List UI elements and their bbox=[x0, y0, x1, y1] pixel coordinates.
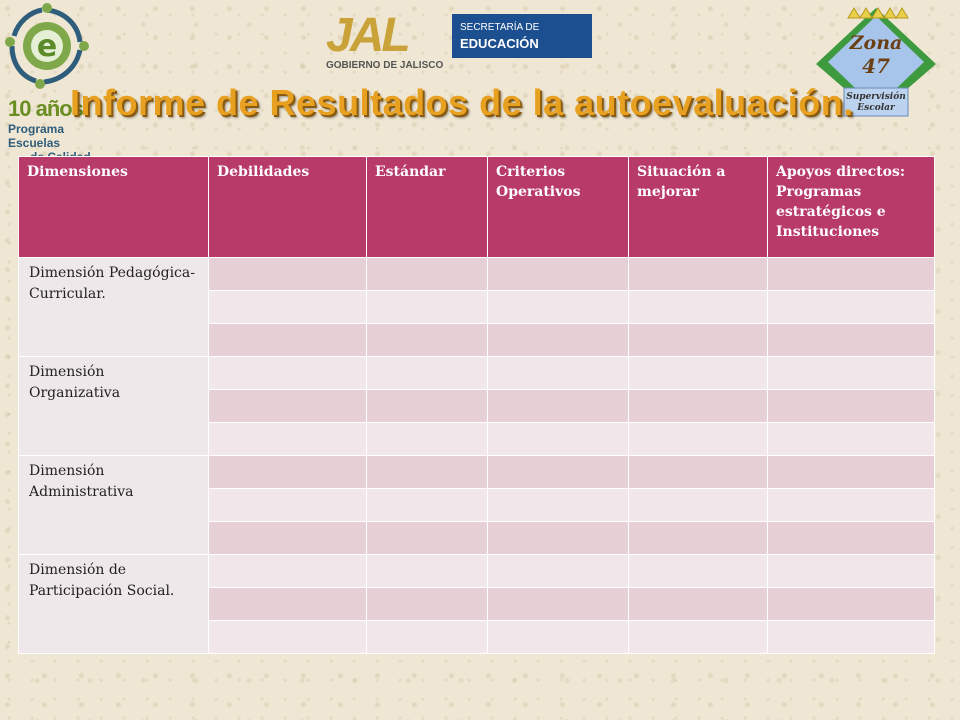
table-cell[interactable] bbox=[768, 456, 935, 489]
table-cell[interactable] bbox=[367, 390, 488, 423]
table-row bbox=[19, 258, 935, 291]
results-table bbox=[18, 156, 935, 654]
table-cell[interactable] bbox=[768, 258, 935, 291]
table-cell[interactable] bbox=[629, 390, 768, 423]
table-cell[interactable] bbox=[768, 291, 935, 324]
table-cell[interactable] bbox=[629, 522, 768, 555]
table-cell[interactable] bbox=[488, 258, 629, 291]
table-cell[interactable] bbox=[367, 456, 488, 489]
table-cell[interactable] bbox=[367, 291, 488, 324]
pec-line1: Programa Escuelas bbox=[8, 122, 65, 150]
table-cell[interactable] bbox=[209, 489, 367, 522]
page-title: Informe de Resultados de la autoevaluación. bbox=[70, 82, 854, 123]
jalisco-logo-icon bbox=[326, 9, 592, 72]
pec-logo-icon bbox=[4, 2, 90, 92]
sep-box bbox=[452, 14, 592, 58]
sep-line2: EDUCACIÓN bbox=[460, 36, 539, 51]
table-cell[interactable] bbox=[768, 357, 935, 390]
table-cell[interactable] bbox=[768, 522, 935, 555]
table-cell[interactable] bbox=[367, 621, 488, 654]
table-cell[interactable] bbox=[629, 258, 768, 291]
table-cell[interactable] bbox=[209, 390, 367, 423]
table-row bbox=[19, 456, 935, 489]
table-cell[interactable] bbox=[768, 390, 935, 423]
table-cell[interactable] bbox=[209, 588, 367, 621]
col-header-debilidades: Debilidades bbox=[209, 157, 367, 258]
table-cell[interactable] bbox=[488, 522, 629, 555]
zona-number: 47 bbox=[862, 54, 890, 78]
pec-years: 10 años bbox=[8, 96, 83, 121]
table-cell[interactable] bbox=[629, 324, 768, 357]
table-cell[interactable] bbox=[367, 258, 488, 291]
table-cell[interactable] bbox=[488, 456, 629, 489]
table-cell[interactable] bbox=[209, 324, 367, 357]
table-header-row bbox=[19, 157, 935, 258]
table-cell[interactable] bbox=[209, 423, 367, 456]
table-cell[interactable] bbox=[209, 522, 367, 555]
table-cell[interactable] bbox=[488, 588, 629, 621]
table-cell[interactable] bbox=[367, 588, 488, 621]
table-cell[interactable] bbox=[488, 489, 629, 522]
dimension-participacion-social: Dimensión de Participación Social. bbox=[19, 555, 209, 654]
table-cell[interactable] bbox=[209, 258, 367, 291]
table-cell[interactable] bbox=[367, 324, 488, 357]
table-cell[interactable] bbox=[629, 291, 768, 324]
table-cell[interactable] bbox=[488, 324, 629, 357]
table-cell[interactable] bbox=[209, 357, 367, 390]
table-cell[interactable] bbox=[367, 357, 488, 390]
table-cell[interactable] bbox=[768, 489, 935, 522]
table-cell[interactable] bbox=[768, 423, 935, 456]
table-cell[interactable] bbox=[367, 555, 488, 588]
table-cell[interactable] bbox=[768, 621, 935, 654]
dimension-organizativa: Dimensión Organizativa bbox=[19, 357, 209, 456]
col-header-dimensiones: Dimensiones bbox=[19, 157, 209, 258]
table-cell[interactable] bbox=[488, 423, 629, 456]
table-cell[interactable] bbox=[629, 456, 768, 489]
jal-mark: JAL bbox=[326, 9, 408, 62]
table-cell[interactable] bbox=[629, 555, 768, 588]
table-cell[interactable] bbox=[488, 555, 629, 588]
col-header-criterios: Criterios Operativos bbox=[488, 157, 629, 258]
table-cell[interactable] bbox=[768, 555, 935, 588]
sep-line1: SECRETARÍA DE bbox=[460, 22, 540, 33]
table-cell[interactable] bbox=[209, 291, 367, 324]
table-row bbox=[19, 555, 935, 588]
col-header-situacion: Situación a mejorar bbox=[629, 157, 768, 258]
table-cell[interactable] bbox=[768, 324, 935, 357]
dimension-administrativa: Dimensión Administrativa bbox=[19, 456, 209, 555]
col-header-apoyos: Apoyos directos: Programas estratégicos e Instituciones bbox=[768, 157, 935, 258]
zona-supervision: Supervisión bbox=[846, 92, 906, 102]
table-cell[interactable] bbox=[209, 621, 367, 654]
dimension-pedagogica: Dimensión Pedagógica-Curricular. bbox=[19, 258, 209, 357]
svg-text:e: e bbox=[36, 29, 58, 64]
table-cell[interactable] bbox=[629, 357, 768, 390]
table-row bbox=[19, 357, 935, 390]
table-cell[interactable] bbox=[367, 522, 488, 555]
table-cell[interactable] bbox=[629, 621, 768, 654]
table-cell[interactable] bbox=[488, 390, 629, 423]
col-header-estandar: Estándar bbox=[367, 157, 488, 258]
table-cell[interactable] bbox=[488, 357, 629, 390]
table-cell[interactable] bbox=[209, 456, 367, 489]
jal-tagline: GOBIERNO DE JALISCO bbox=[326, 60, 444, 71]
table-cell[interactable] bbox=[209, 555, 367, 588]
zona-escolar: Escolar bbox=[857, 103, 895, 113]
zona-label: Zona bbox=[849, 32, 903, 54]
table-cell[interactable] bbox=[367, 489, 488, 522]
table-cell[interactable] bbox=[629, 588, 768, 621]
table-cell[interactable] bbox=[768, 588, 935, 621]
table-cell[interactable] bbox=[367, 423, 488, 456]
table-cell[interactable] bbox=[629, 423, 768, 456]
table-cell[interactable] bbox=[488, 621, 629, 654]
table-cell[interactable] bbox=[488, 291, 629, 324]
table-cell[interactable] bbox=[629, 489, 768, 522]
